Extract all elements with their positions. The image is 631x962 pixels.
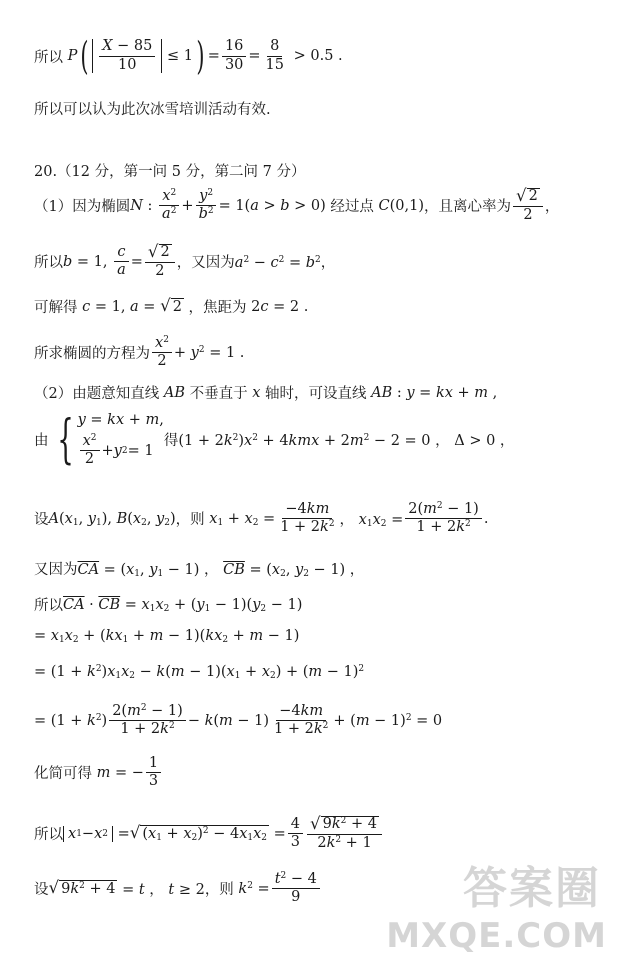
- vieta-line: 设 $A(x_1$, $y_1$), $B(x_2$, $y_2$) ，则 $x_1 + x_2$ = $\frac{-4km}{1 + 2k^2}$ ， $x_1x_2$ = $\frac{2(m^2 - 1)}{1 + 2k^2}$ .: [34, 501, 489, 536]
- simplify-line: 化简可得 m = − $\frac{1}{3}$: [34, 756, 163, 789]
- ellipse-equation-line: 所求椭圆的方程为 $\frac{x^2}{2}$ + $y^2 = 1$ .: [34, 335, 245, 370]
- system-line: 由 { y = kx + m, $\frac{x^2}{2}$ + y 2 = 1 得 $(1 + 2k^2)x^2 + 4kmx + 2m^2 - 2 = 0$ ， Δ > 0 ，: [34, 409, 515, 470]
- difference-line: 所以 x 1 − x 2 = √ $(x_1 + x_2)^2 - 4x_1x_2$ = $\frac{4}{3}$ √ $9k^2 + 4$ $2k^2 + 1$: [34, 816, 384, 851]
- abs-value: $\frac{X - 85}{10}$: [92, 39, 162, 72]
- part1-line: （1）因为椭圆 N : $\frac{x^2}{a^2}$ + $\frac{y^2}{b^2}$ = 1(a > b > 0) 经过点 C (0,1) ，且离心率为 √ 2 2 ，: [34, 186, 560, 224]
- part2-line: （2）由题意知直线 AB 不垂直于 x 轴时，可设直线 AB : y = kx + m ,: [34, 384, 498, 402]
- expand-line-2: = $(1 + k^2)x_1x_2 - k(m - 1)(x_1 + x_2) + (m - 1)^2$: [34, 664, 365, 682]
- watermark-url: MXQE.COM: [386, 916, 607, 956]
- vectors-line: 又因为 $\overline{CA} = (x_1$, $y_1 - 1$) ， $\overline{CB} = (x_2$, $y_2 - 1$) ，: [34, 562, 365, 580]
- probability-line: 所以 P ( $\frac{X - 85}{10}$ ≤ 1 ) = $\frac{16}{30}$ = $\frac{8}{15}$ > 0.5 .: [34, 34, 343, 78]
- watermark-logo: 答案圈: [463, 863, 601, 914]
- expand-line-3: = $(1 + k^2)$ $\frac{2(m^2 - 1)}{1 + 2k^2}$ − k(m − 1) $\frac{-4km}{1 + 2k^2}$ + $(m - 1)^2 = 0$: [34, 703, 443, 738]
- so-label: 所以: [34, 49, 63, 66]
- equation-system: y = kx + m, $\frac{x^2}{2}$ + y 2 = 1: [77, 412, 164, 468]
- part1-derive-line: 所以 b = 1, $\frac{c}{a}$ = √ 2 2 ，又因为 $a^2 - c^2 = b^2$，: [34, 242, 336, 280]
- substitution-line: 设 √ $9k^2 + 4$ = t ， t ≥ 2 ，则 $k^2$ = $\frac{t^2 - 4}{9}$: [34, 872, 322, 905]
- expand-line-1: = $x_1x_2 + (kx_1 + m - 1)(kx_2 + m - 1)$: [34, 628, 300, 646]
- math-expr: P: [63, 48, 78, 64]
- dot-product-line: 所以 $\overline{CA} \cdot \overline{CB} = x_1x_2 + (y_1 - 1)(y_2 - 1)$: [34, 596, 303, 614]
- problem-heading: 20.（12 分，第一问 5 分，第二问 7 分）: [34, 164, 306, 180]
- conclusion-line: 所以可以认为此次冰雪培训活动有效.: [34, 102, 271, 118]
- part1-solve-line: 可解得 c = 1, a = √ 2 ，焦距为 2c = 2 .: [34, 296, 309, 316]
